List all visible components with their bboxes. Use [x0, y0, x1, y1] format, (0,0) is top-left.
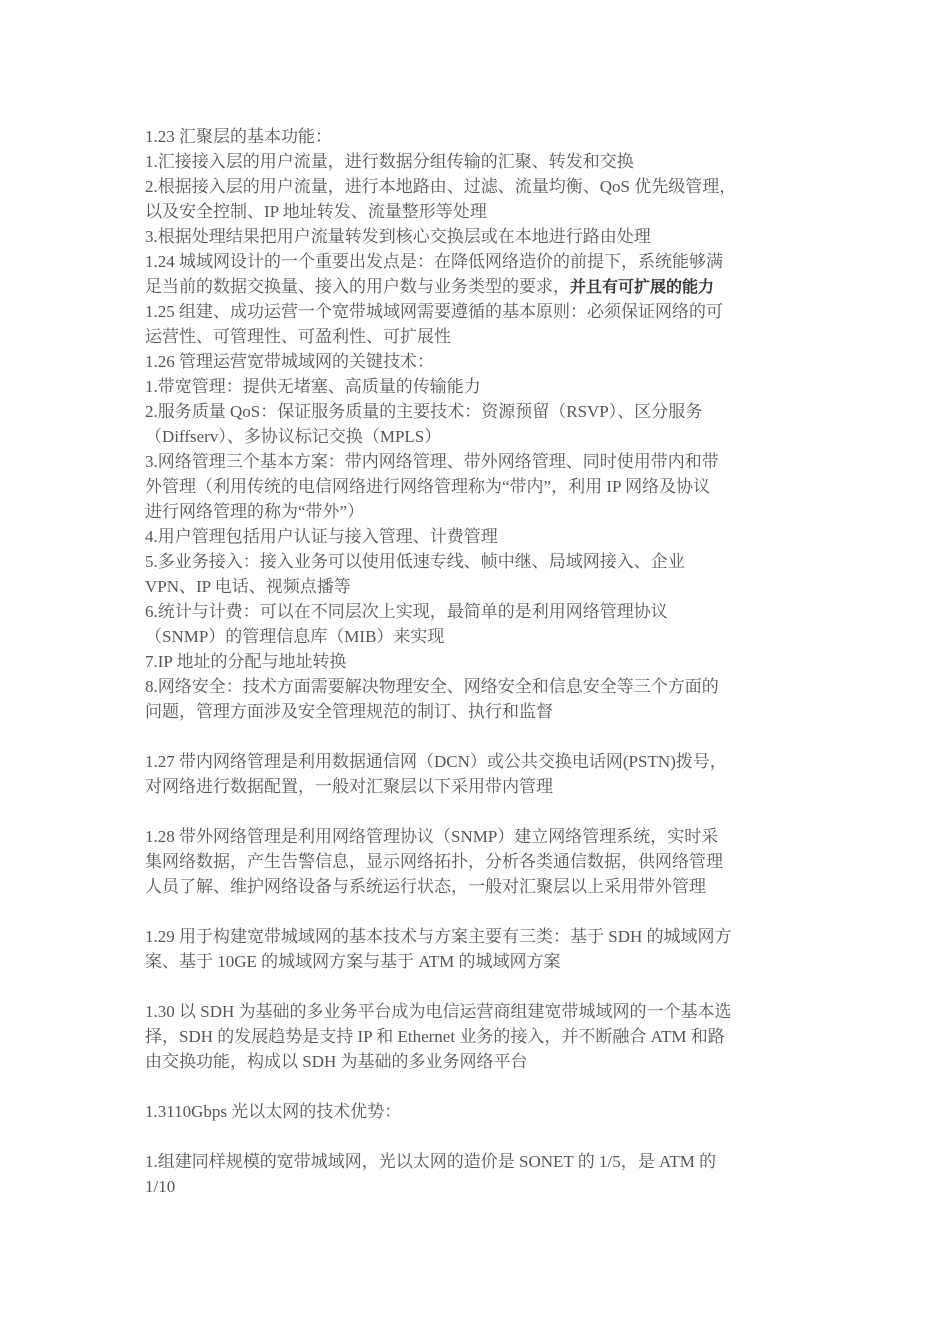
text-line: 7.IP 地址的分配与地址转换: [145, 652, 347, 671]
section-heading: 1.24 城域网设计的一个重要出发点是：在降低网络造价的前提下，系统能够满: [145, 252, 723, 271]
section-heading: 1.27 带内网络管理是利用数据通信网（DCN）或公共交换电话网(PSTN)拨号，: [145, 752, 727, 771]
text-line: VPN、IP 电话、视频点播等: [145, 577, 351, 596]
section-1-25: [145, 299, 810, 349]
text-line: 5.多业务接入：接入业务可以使用低速专线、帧中继、局域网接入、企业: [145, 552, 685, 571]
text-line: 外管理（利用传统的电信网络进行网络管理称为“带内”，利用 IP 网络及协议: [145, 477, 711, 496]
text-line: 人员了解、维护网络设备与系统运行状态，一般对汇聚层以上采用带外管理: [145, 877, 706, 896]
paragraph-gap: [145, 899, 810, 924]
section-heading: 1.28 带外网络管理是利用网络管理协议（SNMP）建立网络管理系统，实时采: [145, 827, 719, 846]
paragraph-gap: [145, 724, 810, 749]
text-line: 6.统计与计费：可以在不同层次上实现，最简单的是利用网络管理协议: [145, 602, 668, 621]
text-line: 8.网络安全：技术方面需要解决物理安全、网络安全和信息安全等三个方面的: [145, 677, 719, 696]
text-line: （SNMP）的管理信息库（MIB）来实现: [145, 627, 445, 646]
text-line: 2.根据接入层的用户流量，进行本地路由、过滤、流量均衡、QoS 优先级管理，: [145, 177, 737, 196]
section-heading: 1.29 用于构建宽带城域网的基本技术与方案主要有三类：基于 SDH 的城域网方: [145, 927, 732, 946]
text-line: （Diffserv）、多协议标记交换（MPLS）: [145, 427, 442, 446]
text-line: 择，SDH 的发展趋势是支持 IP 和 Ethernet 业务的接入，并不断融合 ATM 和路: [145, 1027, 725, 1046]
section-1-26: [145, 349, 810, 724]
text-line: 对网络进行数据配置，一般对汇聚层以下采用带内管理: [145, 777, 553, 796]
text-line: 1.组建同样规模的宽带城域网，光以太网的造价是 SONET 的 1/5，是 ATM 的: [145, 1152, 717, 1171]
section-1-27: [145, 749, 810, 799]
text-line: [145, 274, 810, 299]
section-1-31: [145, 1099, 810, 1124]
section-1-31-item-1: [145, 1149, 810, 1199]
text-line: 进行网络管理的称为“带外”）: [145, 502, 365, 521]
paragraph-gap: [145, 799, 810, 824]
text-line: 1.带宽管理：提供无堵塞、高质量的传输能力: [145, 377, 481, 396]
text-line: 由交换功能，构成以 SDH 为基础的多业务网络平台: [145, 1052, 528, 1071]
document-page: [145, 124, 810, 1199]
text-line: 2.服务质量 QoS：保证服务质量的主要技术：资源预留（RSVP）、区分服务: [145, 402, 703, 421]
text-line: 问题，管理方面涉及安全管理规范的制订、执行和监督: [145, 702, 553, 721]
section-1-30: [145, 999, 810, 1074]
section-heading: 1.26 管理运营宽带城域网的关键技术：: [145, 352, 434, 371]
text-run: 足当前的数据交换量、接入的用户数与业务类型的要求，: [145, 277, 570, 296]
section-heading: 1.3110Gbps 光以太网的技术优势：: [145, 1102, 402, 1121]
section-1-28: [145, 824, 810, 899]
text-line: 1/10: [145, 1177, 176, 1196]
section-heading: 1.25 组建、成功运营一个宽带城域网需要遵循的基本原则：必须保证网络的可: [145, 302, 723, 321]
paragraph-gap: [145, 974, 810, 999]
text-line: 以及安全控制、IP 地址转发、流量整形等处理: [145, 202, 487, 221]
section-1-29: [145, 924, 810, 974]
bold-emphasis: 并且有可扩展的能力: [570, 277, 715, 296]
text-line: 1.汇接接入层的用户流量，进行数据分组传输的汇聚、转发和交换: [145, 152, 634, 171]
section-heading: 1.23 汇聚层的基本功能：: [145, 127, 332, 146]
text-line: 案、基于 10GE 的城域网方案与基于 ATM 的城域网方案: [145, 952, 561, 971]
paragraph-gap: [145, 1074, 810, 1099]
section-1-24: [145, 249, 810, 299]
text-line: 集网络数据，产生告警信息，显示网络拓扑，分析各类通信数据，供网络管理: [145, 852, 723, 871]
text-line: 3.网络管理三个基本方案：带内网络管理、带外网络管理、同时使用带内和带: [145, 452, 719, 471]
text-line: 4.用户管理包括用户认证与接入管理、计费管理: [145, 527, 498, 546]
section-heading: 1.30 以 SDH 为基础的多业务平台成为电信运营商组建宽带城域网的一个基本选: [145, 1002, 732, 1021]
paragraph-gap: [145, 1124, 810, 1149]
text-line: 运营性、可管理性、可盈利性、可扩展性: [145, 327, 451, 346]
section-1-23: [145, 124, 810, 249]
text-line: 3.根据处理结果把用户流量转发到核心交换层或在本地进行路由处理: [145, 227, 651, 246]
